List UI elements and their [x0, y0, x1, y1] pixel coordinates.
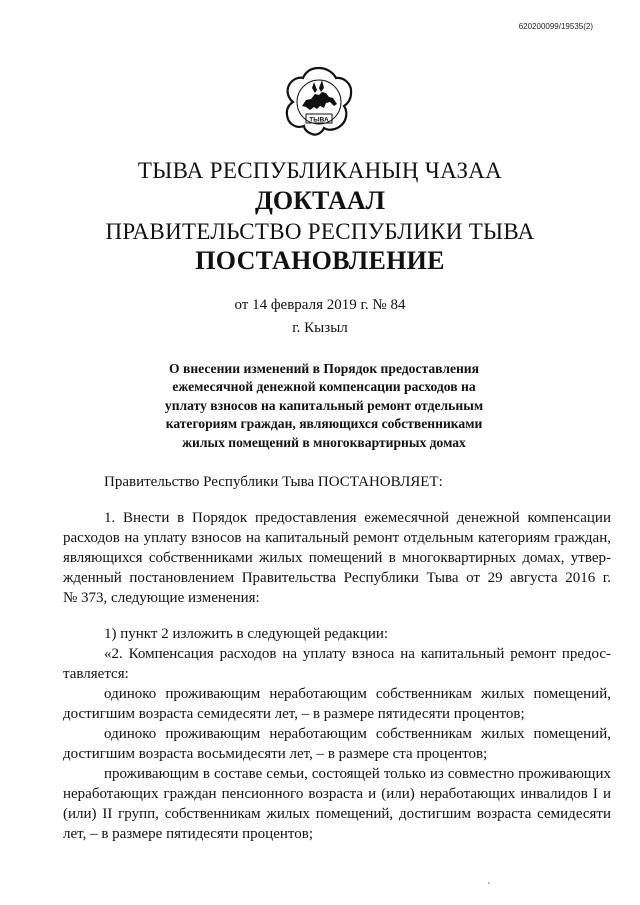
title-line: О внесении изменений в Порядок предоставления — [169, 361, 479, 376]
body-line: достигшим возраста восьмидесяти лет, – в размере ста процентов; — [63, 746, 488, 762]
header-government: ПРАВИТЕЛЬСТВО РЕСПУБЛИКИ ТЫВА — [105, 219, 535, 244]
title-line: ежемесячной денежной компенсации расходов на — [172, 379, 476, 395]
header-tyva-resolution: ДОКТААЛ — [255, 186, 385, 215]
body-line: достигшим возраста семидесяти лет, – в размере пятидесяти процентов; — [63, 706, 525, 722]
document-city: г. Кызыл — [292, 320, 348, 336]
header-tyva-government: ТЫВА РЕСПУБЛИКАНЫҢ ЧАЗАА — [137, 158, 503, 183]
body-line: тавляется: — [63, 666, 129, 682]
body-line: одиноко проживающим неработающим собственникам жилых помещений, — [104, 726, 611, 742]
document-date: от 14 февраля 2019 г. № 84 — [234, 297, 406, 313]
body-line: «2. Компенсация расходов на уплату взноса на капитальный ремонт предос- — [104, 646, 611, 662]
tyva-emblem-icon — [284, 66, 354, 138]
body-line: 1) пункт 2 изложить в следующей редакции: — [104, 626, 389, 642]
document-number: 620200099/19535(2) — [518, 22, 593, 31]
body-line: жденный постановлением Правительства Республики Тыва от 29 августа 2016 г. — [63, 570, 611, 586]
body-line: проживающим в составе семьи, состоящей только из совместно проживающих — [104, 766, 611, 782]
title-line: уплату взносов на капитальный ремонт отдельным — [164, 397, 484, 413]
preamble: Правительство Республики Тыва ПОСТАНОВЛЯЕТ: — [104, 474, 443, 490]
header-resolution: ПОСТАНОВЛЕНИЕ — [195, 246, 445, 275]
body-line: неработающих граждан пенсионного возраста и (или) неработающих инвалидов I и — [63, 786, 611, 802]
body-line: 1. Внести в Порядок предоставления ежемесячной денежной компенсации — [104, 510, 611, 526]
body-line: расходов на уплату взносов на капитальный ремонт отдельным категориям граждан, — [63, 530, 611, 546]
title-line: категориям граждан, являющихся собственниками — [165, 416, 483, 432]
body-line: одиноко проживающим неработающим собственникам жилых помещений, — [104, 686, 611, 702]
body-line: № 373, следующие изменения: — [63, 590, 260, 606]
body-line: являющихся собственниками жилых помещений в многоквартирных домах, утвер- — [63, 550, 611, 566]
document-title — [160, 360, 488, 452]
body-line: лет, – в размере пятидесяти процентов; — [63, 826, 313, 842]
title-line: жилых помещений в многоквартирных домах — [182, 434, 466, 450]
scan-mark — [488, 882, 490, 884]
body-line: (или) II групп, собственникам жилых помещений, достигшим возраста семидесяти — [63, 806, 611, 822]
emblem-label: ТЫВА — [309, 116, 329, 124]
